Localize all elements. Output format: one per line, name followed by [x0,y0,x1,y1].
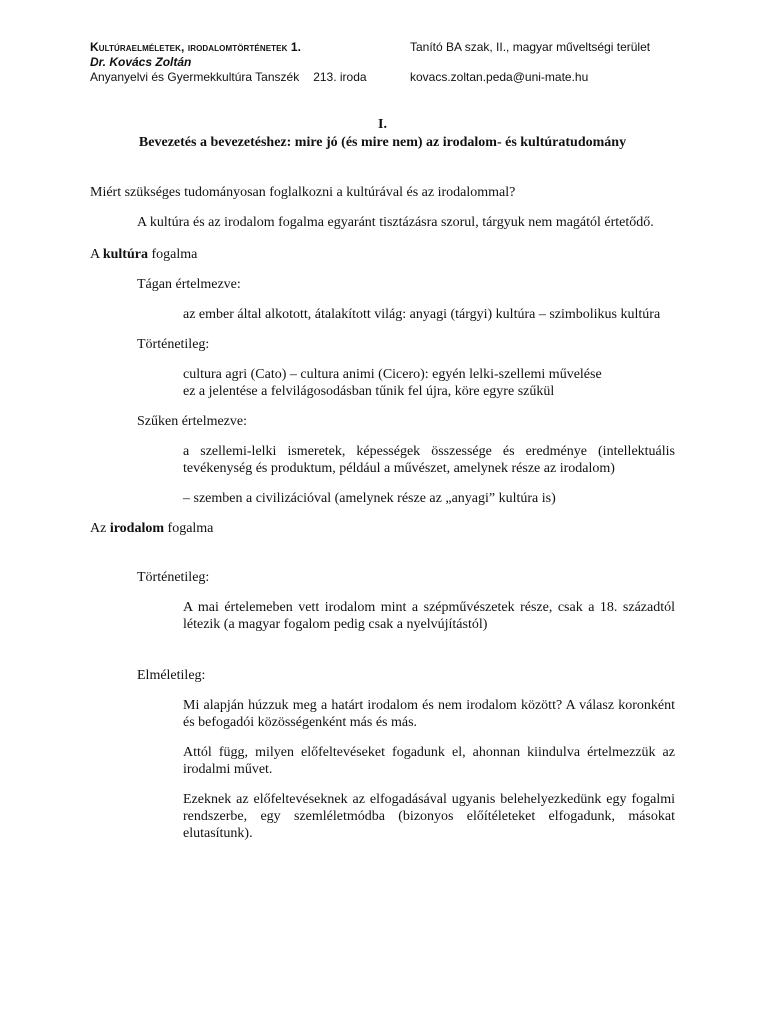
header-row-3 [90,70,690,85]
culture-heading-term: kultúra [102,247,148,262]
literature-heading-post: fogalma [164,521,214,536]
department-room [90,70,410,85]
theoretical-paragraph-2: Attól függ, milyen előfeltevéseket fogadunk el, ahonnan kiindulva értelmezzük az irodalmi művet. [183,745,675,777]
culture-heading-pre: A [90,247,103,262]
literature-historical-text: A mai értelemeben vett irodalom mint a szépművészetek része, csak a 18. századtól létezik (a magyar fogalom pedig csak a nyelvújítástól) [183,600,675,632]
author-name: Dr. Kovács Zoltán [90,55,192,69]
document-header [90,40,690,85]
broad-text: az ember által alkotott, átalakított világ: anyagi (tárgyi) kultúra – szimbolikus kultúra [183,307,661,322]
room-number: 213. iroda [313,70,367,84]
historical-label: Történetileg: [137,337,210,352]
culture-heading-post: fogalma [147,247,198,262]
department-name: Anyanyelvi és Gyermekkultúra Tanszék [90,70,300,84]
literature-heading [90,520,675,537]
chapter-heading: Bevezetés a bevezetéshez: mire jó (és mire nem) az irodalom- és kultúratudomány [138,135,627,150]
literature-heading-pre: Az [90,521,110,536]
header-row-2 [90,55,690,70]
historical-line-2: ez a jelentése a felvilágosodásban tűnik fel újra, köre egyre szűkül [183,384,555,399]
intro-paragraph: A kultúra és az irodalom fogalma egyaránt tisztázásra szorul, tárgyuk nem magától értetődő. [137,215,654,230]
header-row-1 [90,40,690,55]
broad-label: Tágan értelmezve: [137,277,241,292]
course-title: Kultúraelméletek, irodalomtörténetek 1. [90,40,302,54]
literature-historical-label: Történetileg: [137,570,210,585]
theoretical-paragraph-3: Ezeknek az előfeltevéseknek az elfogadásával ugyanis belehelyezkedünk egy fogalmi rendszerbe, egy szemléletmódba (bizonyos előítéleteket elfogadunk, másokat elutasítunk). [183,792,675,841]
chapter-title [90,116,675,152]
culture-heading [90,246,675,263]
literature-heading-term: irodalom [109,521,165,536]
historical-line-1: cultura agri (Cato) – cultura animi (Cicero): egyén lelki-szellemi művelése [183,367,602,382]
narrow-contrast: – szemben a civilizációval (amelynek része az „anyagi” kultúra is) [183,491,556,506]
narrow-text: a szellemi-lelki ismeretek, képességek összessége és eredménye (intellektuális tevékenység és produktum, például a művészet, amelynek része az irodalom) [183,444,675,476]
question-paragraph: Miért szükséges tudományosan foglalkozni a kultúrával és az irodalommal? [90,185,516,200]
document-body [90,184,675,842]
theoretical-paragraph-1: Mi alapján húzzuk meg a határt irodalom és nem irodalom között? A válasz koronként és befogadói közösségenként más és más. [183,698,675,730]
chapter-number: I. [378,117,387,132]
narrow-label: Szűken értelmezve: [137,414,248,429]
program-info: Tanító BA szak, II., magyar műveltségi terület [410,40,651,54]
theoretical-label: Elméletileg: [137,668,206,683]
email-address: kovacs.zoltan.peda@uni-mate.hu [410,70,589,84]
